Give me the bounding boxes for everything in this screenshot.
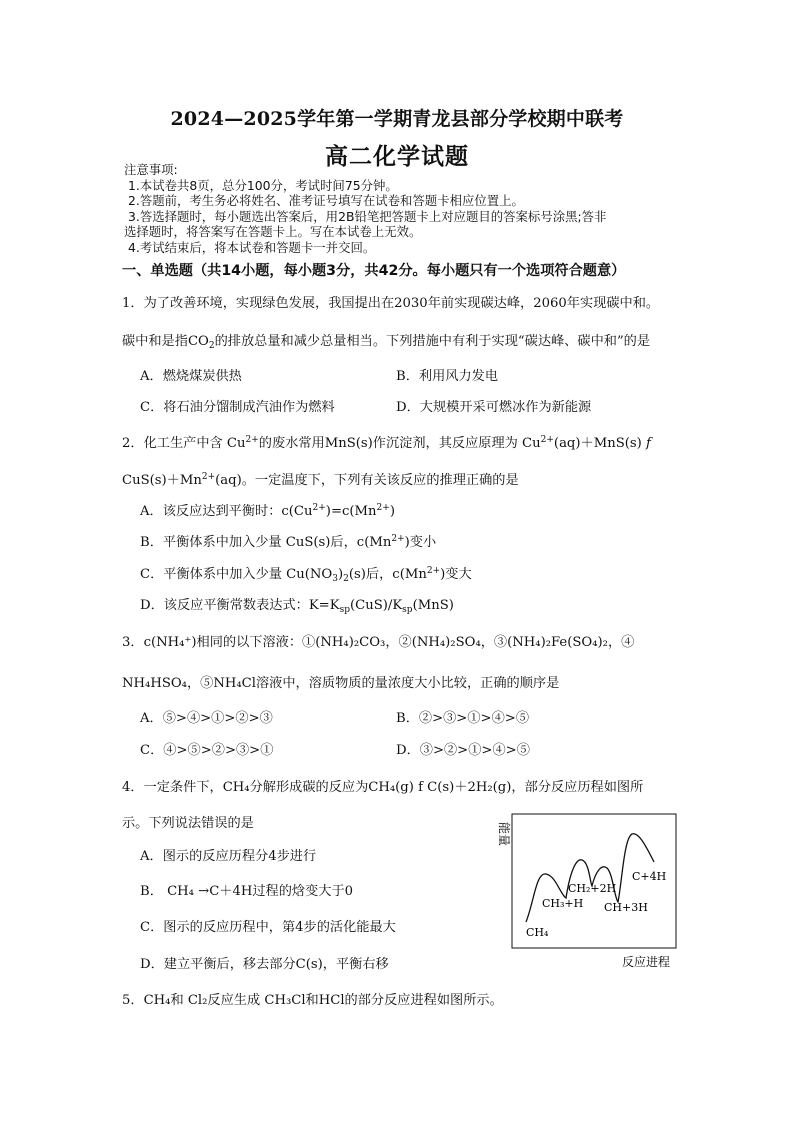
diagram-label-ch3h2: CH+3H [604, 901, 648, 914]
notice-heading: 注意事项: [124, 162, 178, 177]
diagram-label-ch22h: CH₂+2H [568, 882, 617, 895]
q4-stem-line1: 4．一定条件下，CH₄分解形成碳的反应为CH₄(g) f C(s)＋2H₂(g)，部分反应历程如图所 [122, 780, 644, 795]
q4-option-c: C．图示的反应历程中，第4步的活化能最大 [140, 920, 396, 935]
section-title: 一、单选题（共14小题，每小题3分，共42分。每小题只有一个选项符合题意） [122, 263, 626, 279]
q4-option-a: A．图示的反应历程分4步进行 [140, 849, 317, 864]
notice-item: 1.本试卷共8页，总分100分，考试时间75分钟。 [128, 177, 398, 193]
diagram-label-c4h: C+4H [632, 870, 667, 883]
q3-option-b: B．②>③>①>④>⑤ [396, 711, 530, 726]
q3-stem-line1: 3．c(NH₄⁺)相同的以下溶液：①(NH₄)₂CO₃，②(NH₄)₂SO₄，③(NH₄)₂Fe(SO₄)₂，④ [122, 635, 635, 650]
q2-option-b: B．平衡体系中加入少量 CuS(s)后，$c(Mn^{2+})$变小 [140, 534, 437, 550]
energy-diagram [486, 812, 686, 972]
q4-stem-line2: 示。下列说法错误的是 [122, 816, 254, 831]
diagram-label-ch3h: CH₃+H [542, 897, 584, 910]
notice-item: 4.考试结束后，将本试卷和答题卡一并交回。 [128, 239, 376, 255]
notice-item: 3.答选择题时，每小题选出答案后，用2B铅笔把答题卡上对应题目的答案标号涂黑;答非 [128, 208, 607, 224]
q1-option-d: D．大规模开采可燃冰作为新能源 [396, 400, 592, 415]
q1-option-a: A．燃烧煤炭供热 [140, 369, 242, 384]
q3-option-c: C．④>⑤>②>③>① [140, 743, 274, 758]
q4-option-b: B． CH₄ →C＋4H过程的焓变大于0 [140, 884, 354, 899]
notice-item: 选择题时，将答案写在答题卡上。写在本试卷上无效。 [124, 224, 422, 240]
q1-option-b: B．利用风力发电 [396, 369, 499, 384]
exam-title: 2024—2025学年第一学期青龙县部分学校期中联考 [170, 108, 624, 130]
q5-stem-line1: 5．CH₄和 Cl₂反应生成 CH₃Cl和HCl的部分反应进程如图所示。 [122, 993, 503, 1008]
diagram-ylabel: 能量 [497, 821, 511, 847]
notice-block [124, 162, 684, 256]
q3-option-a: A．⑤>④>①>②>③ [140, 711, 273, 726]
q1-option-c: C．将石油分馏制成汽油作为燃料 [140, 400, 335, 415]
q2-option-a: A．该反应达到平衡时：$c(Cu^{2+})=c(Mn^{2+})$ [140, 503, 395, 519]
q3-option-d: D．③>②>①>④>⑤ [396, 743, 530, 758]
q2-stem-line2: $CuS(s)+Mn^{2+}(aq)$。一定温度下，下列有关该反应的推理正确的是 [122, 472, 519, 488]
q1-stem-line1: 1．为了改善环境，实现绿色发展，我国提出在2030年前实现碳达峰，2060年实现碳中和。 [122, 296, 660, 311]
q4-option-d: D．建立平衡后，移去部分C(s)，平衡右移 [140, 957, 389, 972]
notice-item: 2.答题前，考生务必将姓名、准考证号填写在试卷和答题卡相应位置上。 [128, 193, 524, 209]
exam-subtitle: 高二化学试题 [325, 143, 469, 170]
diagram-label-ch4: CH₄ [526, 926, 549, 939]
q2-stem-line1: 2．化工生产中含 $Cu^{2+}$的废水常用MnS(s)作沉淀剂，其反应原理为 $Cu^{2+}(aq)+MnS(s)$ f [122, 435, 651, 451]
diagram-xlabel: 反应进程 [621, 955, 671, 969]
q3-stem-line2: NH₄HSO₄，⑤NH₄Cl溶液中，溶质物质的量浓度大小比较，正确的顺序是 [122, 676, 560, 691]
q1-stem-line2: 碳中和是指$CO_2$的排放总量和减少总量相当。下列措施中有利于实现“碳达峰、碳中和”的是 [122, 334, 651, 351]
q2-option-c: C．平衡体系中加入少量 $Cu(NO_3)_2(s)$后，$c(Mn^{2+})$变大 [140, 566, 472, 584]
q2-option-d: D．该反应平衡常数表达式：$K=K_{sp}(CuS)/K_{sp}(MnS)$ [140, 598, 454, 615]
